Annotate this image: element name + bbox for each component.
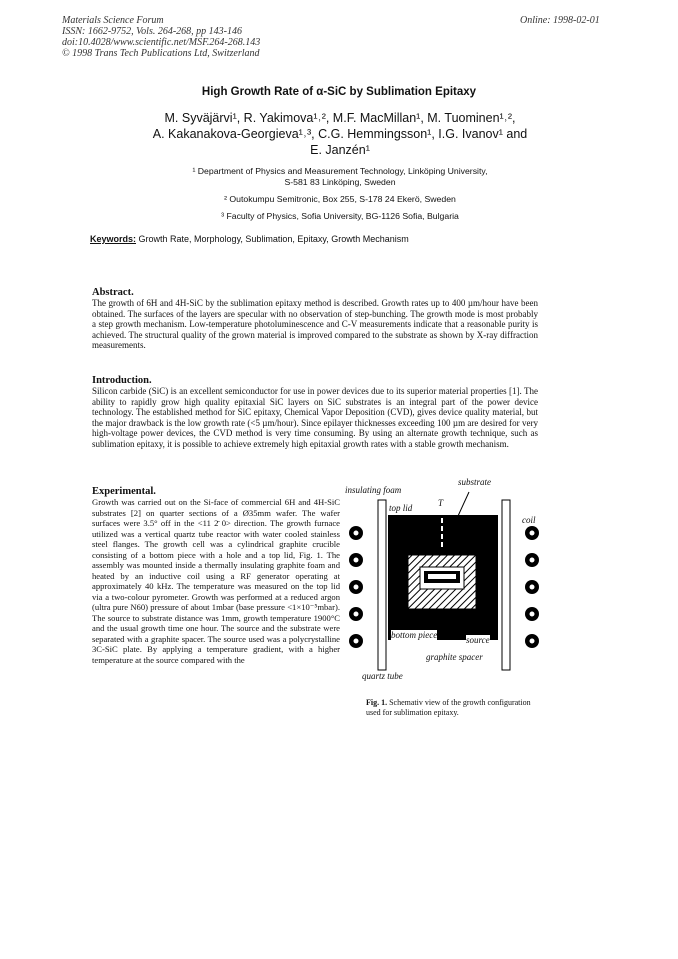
- caption-label: Fig. 1.: [366, 698, 388, 707]
- caption-text: Schemativ view of the growth configuration used for sublimation epitaxy.: [366, 698, 531, 717]
- affiliation-2: ² Outokumpu Semitronic, Box 255, S-178 24 Ekerö, Sweden: [224, 194, 456, 204]
- introduction-heading: Introduction.: [92, 375, 152, 386]
- introduction-text: Silicon carbide (SiC) is an excellent semiconductor for use in power devices due to its superior material properties [1]. The ability to rapidly grow high quality epitaxial SiC layers on SiC substrates is an integral part of the power device technology. The established method for SiC epitaxy, Chemical Vapor Deposition (CVD), gives device quality material, but the major drawback is the low growth rate (<5 µm/hour). Since epilayer thicknesses exceeding 100 µm are desired for very high-voltage power devices, the CVD method is very time consuming. By using an alternate growth technique, such as sublimation epitaxy, it is possible to achieve extremely high epitaxial growth rates with a stable growth mechanism.: [92, 386, 538, 449]
- figure-1: [340, 478, 550, 693]
- substrate-gap: [428, 574, 456, 579]
- keywords-text: Growth Rate, Morphology, Sublimation, Epitaxy, Growth Mechanism: [136, 234, 409, 244]
- experimental-text: Growth was carried out on the Si-face of commercial 6H and 4H-SiC substrates [2] on quarter sections of a Ø35mm wafer. The wafer surfaces were 3.5° off in the <11 2̄ 0> direction. The growth furnace utilized was a vertical quartz tube reactor with water cooled stainless steel flanges. The growth cell was a cylindrical graphite crucible consisting of a bottom piece with a hole and a top lid, Fig. 1. The assembly was mounted inside a thermally insulating graphite foam and heated by an inductive coil using a RF generator operating at approximately 40 kHz. The temperature was measured on the top lid via a two-colour pyrometer. Growth was performed at a reduced argon (ultra pure N60) pressure of about 1mbar (base pressure <1×10⁻⁵mbar). The source to substrate distance was 1mm, growth temperature 1900°C and the usual growth time one hour. The source and the substrate were separated with a graphite spacer. The source used was a polycrystalline 3C-SiC plate. By applying a temperature gradient, with a higher temperature at the source compared with the: [92, 497, 340, 665]
- label-graphite-spacer: graphite spacer: [426, 652, 483, 662]
- author-list: [90, 110, 590, 158]
- label-coil: coil: [522, 515, 536, 525]
- author-line-2: A. Kakanakova-Georgieva¹˒³, C.G. Hemmingsson¹, I.G. Ivanov¹ and: [152, 127, 528, 141]
- abstract-text: The growth of 6H and 4H-SiC by the sublimation epitaxy method is described. Growth rates up to 400 µm/hour have been obtained. The surfaces of the layers are specular with no observation of step-bunching. The growth mode is most probably a step growth mechanism. Low-temperature photoluminescence and C-V measurements indicate that a reasonable purity is achieved. The structural quality of the grown material is improved compared to the substrate as shown by X-ray diffraction measurements.: [92, 298, 538, 350]
- keywords: [90, 234, 409, 244]
- author-line-3: E. Janzén¹: [310, 143, 370, 157]
- label-source: source: [466, 635, 490, 645]
- journal-name: Materials Science Forum: [62, 15, 164, 26]
- introduction-section: [92, 375, 538, 449]
- affiliation-3: ³ Faculty of Physics, Sofia University, BG-1126 Sofia, Bulgaria: [221, 211, 459, 221]
- affiliation-1: [120, 166, 560, 188]
- quartz-tube-right-wall: [502, 500, 510, 670]
- label-quartz-tube: quartz tube: [362, 671, 403, 681]
- label-top-lid: top lid: [389, 503, 413, 513]
- issn: ISSN: 1662-9752, Vols. 264-268, pp 143-146: [62, 26, 242, 37]
- keywords-label: Keywords:: [90, 234, 137, 244]
- copyright: © 1998 Trans Tech Publications Ltd, Switzerland: [62, 48, 260, 59]
- label-substrate: substrate: [458, 477, 492, 487]
- experimental-heading: Experimental.: [92, 486, 156, 497]
- label-bottom-piece: bottom piece: [391, 630, 438, 640]
- author-line-1: M. Syväjärvi¹, R. Yakimova¹˒², M.F. MacMillan¹, M. Tuominen¹˒²,: [164, 111, 516, 125]
- paper-title: High Growth Rate of α-SiC by Sublimation Epitaxy: [201, 86, 477, 98]
- experimental-section: [92, 486, 340, 665]
- online-date: Online: 1998-02-01: [520, 15, 600, 26]
- quartz-tube-left-wall: [378, 500, 386, 670]
- abstract-section: [92, 287, 538, 351]
- substrate-leader: [458, 492, 469, 516]
- label-insulating-foam: insulating foam: [345, 485, 402, 495]
- doi: doi:10.4028/www.scientific.net/MSF.264-268.143: [62, 37, 261, 48]
- affiliation-1-line-1: ¹ Department of Physics and Measurement Technology, Linköping University,: [192, 166, 488, 176]
- affiliation-1-line-2: S-581 83 Linköping, Sweden: [284, 177, 396, 187]
- figure-1-caption: [366, 698, 536, 718]
- abstract-heading: Abstract.: [92, 287, 134, 298]
- running-header: [62, 15, 260, 59]
- label-temperature: T: [438, 498, 444, 508]
